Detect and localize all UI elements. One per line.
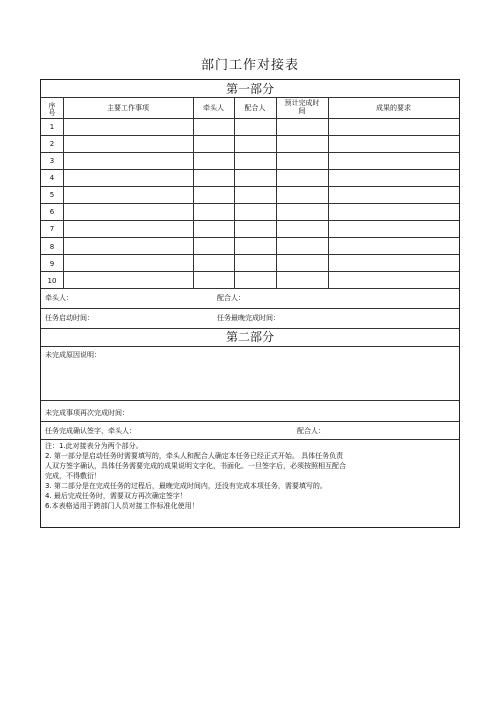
col-header-coop: 配合人 (244, 104, 266, 112)
divider (41, 346, 459, 347)
row-number: 3 (49, 157, 55, 165)
row-number: 10 (47, 277, 57, 285)
col-header-estimate-line2: 间 (298, 107, 306, 115)
note-line: 人双方签字确认，具体任务需要完成的成果说明文字化，书面化。一旦签字后，必须按照相互配合 (45, 462, 346, 470)
row-number: 4 (49, 174, 55, 182)
col-header-estimate-line1: 预计完成时 (284, 99, 320, 107)
row-number: 6 (49, 208, 55, 216)
confirm-lead-label: 任务完成确认签字，牵头人： (45, 427, 136, 435)
note-line: 注：1.此对接表分为两个部分。 (45, 442, 143, 450)
divider (41, 135, 459, 136)
form-title: 部门工作对接表 (200, 58, 299, 73)
coop-label: 配合人： (217, 294, 245, 302)
row-number: 2 (49, 140, 55, 148)
row-number: 9 (49, 260, 55, 268)
reason-label: 未完成原因说明： (45, 351, 101, 359)
lead-label: 牵头人： (45, 294, 73, 302)
divider (41, 254, 459, 255)
divider (41, 186, 459, 187)
divider (193, 97, 194, 288)
col-header-task: 主要工作事项 (107, 104, 149, 112)
divider (41, 288, 459, 289)
row-number: 5 (49, 191, 55, 199)
notes-section (45, 441, 455, 511)
recomplete-time-label: 未完成事项再次完成时间： (45, 409, 129, 417)
divider (41, 439, 459, 440)
col-header-estimate (276, 99, 328, 115)
divider (41, 271, 459, 272)
divider (234, 97, 235, 288)
col-header-requirement: 成果的要求 (376, 104, 411, 112)
divider (63, 97, 64, 288)
start-time-label: 任务启动时间： (45, 314, 94, 322)
handover-form (40, 79, 460, 528)
col-header-seq: 序号 (48, 102, 56, 116)
col-header-lead: 牵头人 (203, 104, 224, 112)
divider (41, 118, 459, 119)
divider (41, 169, 459, 170)
row-number: 7 (49, 225, 55, 233)
divider (41, 308, 459, 309)
part1-heading: 第一部分 (225, 82, 274, 96)
divider (41, 97, 459, 98)
divider (328, 97, 329, 288)
row-number: 8 (49, 243, 55, 251)
divider (41, 237, 459, 238)
note-line: 6.本表格适用于跨部门人员对接工作标准化使用！ (45, 502, 199, 510)
part2-heading: 第二部分 (225, 330, 274, 344)
divider (41, 421, 459, 422)
note-line: 完成，不得敷衍！ (45, 472, 101, 480)
note-line: 4. 最后完成任务时，需要双方再次确定签字！ (45, 492, 187, 500)
confirm-coop-label: 配合人： (297, 427, 325, 435)
divider (276, 97, 277, 288)
divider (41, 152, 459, 153)
note-line: 3. 第二部分是在完成任务的过程后，最晚完成时间内，还没有完成本项任务，需要填写的。 (45, 482, 327, 490)
row-number: 1 (49, 123, 55, 131)
note-line: 2. 第一部分是启动任务时需要填写的，牵头人和配合人确定本任务已经正式开始。 具体任务负责 (45, 452, 344, 460)
latest-time-label: 任务最晚完成时间： (217, 314, 280, 322)
divider (41, 400, 459, 401)
divider (41, 220, 459, 221)
divider (41, 203, 459, 204)
